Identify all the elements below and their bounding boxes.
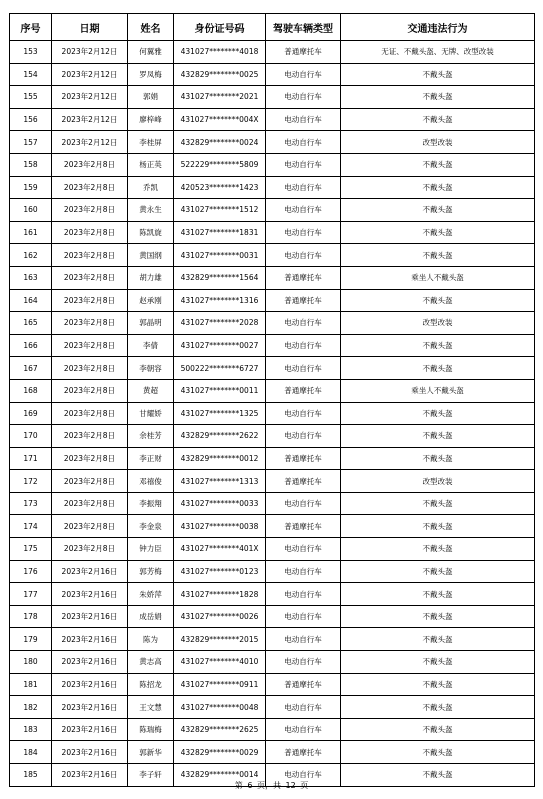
cell-date: 2023年2月8日 xyxy=(52,470,128,493)
cell-vehicle-type: 电动自行车 xyxy=(266,244,341,267)
table-row xyxy=(10,583,535,606)
table-row xyxy=(10,266,535,289)
cell-id-number: 431027********4018 xyxy=(174,41,266,64)
cell-name: 赵承刚 xyxy=(128,289,174,312)
cell-index: 178 xyxy=(10,605,52,628)
cell-name: 余桂芳 xyxy=(128,425,174,448)
cell-name: 钟力臣 xyxy=(128,538,174,561)
cell-id-number: 431027********0026 xyxy=(174,605,266,628)
cell-name: 成岳娟 xyxy=(128,605,174,628)
cell-date: 2023年2月8日 xyxy=(52,289,128,312)
cell-vehicle-type: 电动自行车 xyxy=(266,153,341,176)
cell-index: 181 xyxy=(10,673,52,696)
cell-date: 2023年2月8日 xyxy=(52,447,128,470)
cell-name: 郭娟 xyxy=(128,86,174,109)
cell-date: 2023年2月8日 xyxy=(52,492,128,515)
cell-violation: 不戴头盔 xyxy=(341,673,535,696)
cell-vehicle-type: 电动自行车 xyxy=(266,651,341,674)
violation-records-table xyxy=(9,13,535,787)
cell-id-number: 431027********0011 xyxy=(174,379,266,402)
cell-name: 黄永生 xyxy=(128,199,174,222)
cell-name: 胡力雄 xyxy=(128,266,174,289)
cell-name: 李倩 xyxy=(128,334,174,357)
cell-date: 2023年2月8日 xyxy=(52,357,128,380)
cell-violation: 不戴头盔 xyxy=(341,199,535,222)
cell-name: 郭新华 xyxy=(128,741,174,764)
cell-date: 2023年2月16日 xyxy=(52,764,128,787)
cell-name: 陈招龙 xyxy=(128,673,174,696)
table-row xyxy=(10,244,535,267)
cell-name: 郭晶明 xyxy=(128,312,174,335)
cell-date: 2023年2月8日 xyxy=(52,244,128,267)
cell-index: 158 xyxy=(10,153,52,176)
cell-index: 160 xyxy=(10,199,52,222)
cell-id-number: 432829********0025 xyxy=(174,63,266,86)
table-row xyxy=(10,379,535,402)
cell-index: 169 xyxy=(10,402,52,425)
cell-violation: 不戴头盔 xyxy=(341,244,535,267)
cell-violation: 不戴头盔 xyxy=(341,425,535,448)
cell-violation: 不戴头盔 xyxy=(341,560,535,583)
cell-name: 陈瑞梅 xyxy=(128,718,174,741)
cell-name: 黄超 xyxy=(128,379,174,402)
cell-vehicle-type: 普通摩托车 xyxy=(266,515,341,538)
cell-vehicle-type: 电动自行车 xyxy=(266,605,341,628)
table-row xyxy=(10,651,535,674)
cell-date: 2023年2月12日 xyxy=(52,86,128,109)
cell-violation: 不戴头盔 xyxy=(341,289,535,312)
cell-date: 2023年2月12日 xyxy=(52,131,128,154)
table-row xyxy=(10,538,535,561)
cell-id-number: 432829********0024 xyxy=(174,131,266,154)
cell-vehicle-type: 普通摩托车 xyxy=(266,673,341,696)
cell-vehicle-type: 电动自行车 xyxy=(266,199,341,222)
cell-id-number: 431027********0031 xyxy=(174,244,266,267)
cell-vehicle-type: 电动自行车 xyxy=(266,492,341,515)
cell-index: 184 xyxy=(10,741,52,764)
cell-name: 李桂屏 xyxy=(128,131,174,154)
cell-date: 2023年2月8日 xyxy=(52,221,128,244)
table-row xyxy=(10,131,535,154)
cell-index: 182 xyxy=(10,696,52,719)
cell-vehicle-type: 电动自行车 xyxy=(266,86,341,109)
cell-id-number: 432829********2015 xyxy=(174,628,266,651)
cell-index: 164 xyxy=(10,289,52,312)
cell-violation: 不戴头盔 xyxy=(341,741,535,764)
header-id-number: 身份证号码 xyxy=(174,14,266,41)
cell-index: 183 xyxy=(10,718,52,741)
cell-vehicle-type: 普通摩托车 xyxy=(266,41,341,64)
cell-violation: 改型改装 xyxy=(341,470,535,493)
cell-name: 廖梓峰 xyxy=(128,108,174,131)
cell-index: 153 xyxy=(10,41,52,64)
footer-page-number: 6 xyxy=(247,781,253,790)
table-row xyxy=(10,470,535,493)
cell-date: 2023年2月8日 xyxy=(52,402,128,425)
cell-id-number: 431027********0048 xyxy=(174,696,266,719)
cell-vehicle-type: 电动自行车 xyxy=(266,176,341,199)
cell-vehicle-type: 电动自行车 xyxy=(266,63,341,86)
cell-violation: 不戴头盔 xyxy=(341,63,535,86)
cell-name: 李朝容 xyxy=(128,357,174,380)
table-row xyxy=(10,560,535,583)
cell-id-number: 431027********0038 xyxy=(174,515,266,538)
cell-index: 167 xyxy=(10,357,52,380)
cell-name: 李振翔 xyxy=(128,492,174,515)
cell-index: 171 xyxy=(10,447,52,470)
header-name: 姓名 xyxy=(128,14,174,41)
table-row xyxy=(10,605,535,628)
cell-id-number: 431027********0033 xyxy=(174,492,266,515)
cell-date: 2023年2月8日 xyxy=(52,538,128,561)
footer-prefix: 第 xyxy=(234,781,243,790)
cell-violation: 不戴头盔 xyxy=(341,492,535,515)
cell-date: 2023年2月8日 xyxy=(52,425,128,448)
cell-id-number: 432829********2622 xyxy=(174,425,266,448)
cell-date: 2023年2月12日 xyxy=(52,63,128,86)
cell-id-number: 432829********0029 xyxy=(174,741,266,764)
cell-index: 165 xyxy=(10,312,52,335)
table-row xyxy=(10,492,535,515)
cell-date: 2023年2月16日 xyxy=(52,718,128,741)
cell-index: 163 xyxy=(10,266,52,289)
cell-violation: 无证、不戴头盔、无牌、改型改装 xyxy=(341,41,535,64)
cell-id-number: 431027********0027 xyxy=(174,334,266,357)
cell-date: 2023年2月8日 xyxy=(52,515,128,538)
cell-vehicle-type: 电动自行车 xyxy=(266,402,341,425)
cell-violation: 不戴头盔 xyxy=(341,221,535,244)
cell-index: 162 xyxy=(10,244,52,267)
cell-id-number: 500222********6727 xyxy=(174,357,266,380)
cell-vehicle-type: 电动自行车 xyxy=(266,764,341,787)
table-row xyxy=(10,673,535,696)
cell-id-number: 432829********0012 xyxy=(174,447,266,470)
table-row xyxy=(10,199,535,222)
cell-index: 154 xyxy=(10,63,52,86)
table-row xyxy=(10,628,535,651)
table-row xyxy=(10,221,535,244)
cell-vehicle-type: 普通摩托车 xyxy=(266,470,341,493)
cell-date: 2023年2月8日 xyxy=(52,153,128,176)
cell-id-number: 431027********4010 xyxy=(174,651,266,674)
cell-index: 168 xyxy=(10,379,52,402)
table-row xyxy=(10,425,535,448)
footer-total-pages: 12 xyxy=(285,781,296,790)
cell-name: 乔凯 xyxy=(128,176,174,199)
cell-date: 2023年2月16日 xyxy=(52,651,128,674)
cell-name: 何翼雅 xyxy=(128,41,174,64)
cell-date: 2023年2月12日 xyxy=(52,108,128,131)
cell-index: 172 xyxy=(10,470,52,493)
cell-violation: 改型改装 xyxy=(341,312,535,335)
cell-violation: 不戴头盔 xyxy=(341,176,535,199)
table-row xyxy=(10,108,535,131)
table-row xyxy=(10,312,535,335)
cell-id-number: 420523********1423 xyxy=(174,176,266,199)
cell-date: 2023年2月16日 xyxy=(52,673,128,696)
cell-date: 2023年2月16日 xyxy=(52,560,128,583)
cell-date: 2023年2月8日 xyxy=(52,176,128,199)
cell-vehicle-type: 普通摩托车 xyxy=(266,447,341,470)
cell-violation: 不戴头盔 xyxy=(341,357,535,380)
table-row xyxy=(10,402,535,425)
cell-vehicle-type: 电动自行车 xyxy=(266,560,341,583)
cell-violation: 不戴头盔 xyxy=(341,108,535,131)
cell-id-number: 431027********1316 xyxy=(174,289,266,312)
cell-id-number: 431027********004X xyxy=(174,108,266,131)
cell-index: 161 xyxy=(10,221,52,244)
cell-violation: 不戴头盔 xyxy=(341,764,535,787)
cell-id-number: 431027********2021 xyxy=(174,86,266,109)
table-row xyxy=(10,718,535,741)
cell-vehicle-type: 电动自行车 xyxy=(266,357,341,380)
cell-index: 173 xyxy=(10,492,52,515)
cell-vehicle-type: 普通摩托车 xyxy=(266,741,341,764)
cell-vehicle-type: 电动自行车 xyxy=(266,583,341,606)
cell-vehicle-type: 电动自行车 xyxy=(266,718,341,741)
cell-vehicle-type: 电动自行车 xyxy=(266,425,341,448)
cell-violation: 不戴头盔 xyxy=(341,86,535,109)
cell-violation: 改型改装 xyxy=(341,131,535,154)
cell-violation: 不戴头盔 xyxy=(341,583,535,606)
cell-name: 陈为 xyxy=(128,628,174,651)
cell-vehicle-type: 电动自行车 xyxy=(266,628,341,651)
cell-name: 杨正英 xyxy=(128,153,174,176)
cell-violation: 不戴头盔 xyxy=(341,447,535,470)
cell-violation: 乘坐人不戴头盔 xyxy=(341,266,535,289)
cell-violation: 不戴头盔 xyxy=(341,696,535,719)
header-vehicle-type: 驾驶车辆类型 xyxy=(266,14,341,41)
header-index: 序号 xyxy=(10,14,52,41)
cell-name: 黄国纲 xyxy=(128,244,174,267)
cell-index: 157 xyxy=(10,131,52,154)
cell-date: 2023年2月8日 xyxy=(52,312,128,335)
cell-name: 李子轩 xyxy=(128,764,174,787)
page-footer xyxy=(0,780,543,791)
cell-violation: 不戴头盔 xyxy=(341,718,535,741)
cell-id-number: 432829********1564 xyxy=(174,266,266,289)
cell-name: 朱娇萍 xyxy=(128,583,174,606)
cell-index: 166 xyxy=(10,334,52,357)
cell-violation: 不戴头盔 xyxy=(341,651,535,674)
cell-name: 李金泉 xyxy=(128,515,174,538)
table-row xyxy=(10,334,535,357)
table-row xyxy=(10,696,535,719)
table-row xyxy=(10,153,535,176)
cell-vehicle-type: 普通摩托车 xyxy=(266,266,341,289)
cell-id-number: 431027********1512 xyxy=(174,199,266,222)
cell-name: 邓禧俊 xyxy=(128,470,174,493)
table-row xyxy=(10,63,535,86)
cell-id-number: 431027********0123 xyxy=(174,560,266,583)
cell-date: 2023年2月16日 xyxy=(52,605,128,628)
cell-date: 2023年2月8日 xyxy=(52,266,128,289)
header-date: 日期 xyxy=(52,14,128,41)
cell-violation: 不戴头盔 xyxy=(341,515,535,538)
cell-id-number: 522229********5809 xyxy=(174,153,266,176)
cell-id-number: 431027********1828 xyxy=(174,583,266,606)
cell-index: 185 xyxy=(10,764,52,787)
cell-id-number: 432829********2625 xyxy=(174,718,266,741)
cell-vehicle-type: 普通摩托车 xyxy=(266,379,341,402)
cell-index: 180 xyxy=(10,651,52,674)
table-row xyxy=(10,86,535,109)
cell-date: 2023年2月8日 xyxy=(52,334,128,357)
cell-vehicle-type: 电动自行车 xyxy=(266,131,341,154)
cell-index: 176 xyxy=(10,560,52,583)
cell-id-number: 431027********1313 xyxy=(174,470,266,493)
cell-index: 177 xyxy=(10,583,52,606)
cell-name: 陈凯旋 xyxy=(128,221,174,244)
table-row xyxy=(10,357,535,380)
cell-vehicle-type: 电动自行车 xyxy=(266,108,341,131)
cell-date: 2023年2月16日 xyxy=(52,583,128,606)
header-violation: 交通违法行为 xyxy=(341,14,535,41)
cell-vehicle-type: 电动自行车 xyxy=(266,696,341,719)
cell-id-number: 431027********401X xyxy=(174,538,266,561)
cell-name: 郭芳梅 xyxy=(128,560,174,583)
cell-id-number: 431027********1831 xyxy=(174,221,266,244)
cell-index: 179 xyxy=(10,628,52,651)
cell-id-number: 431027********1325 xyxy=(174,402,266,425)
cell-vehicle-type: 电动自行车 xyxy=(266,538,341,561)
cell-index: 159 xyxy=(10,176,52,199)
cell-vehicle-type: 电动自行车 xyxy=(266,312,341,335)
cell-name: 李正财 xyxy=(128,447,174,470)
table-row xyxy=(10,741,535,764)
cell-vehicle-type: 电动自行车 xyxy=(266,334,341,357)
table-row xyxy=(10,515,535,538)
cell-vehicle-type: 电动自行车 xyxy=(266,221,341,244)
cell-violation: 不戴头盔 xyxy=(341,334,535,357)
cell-violation: 乘坐人不戴头盔 xyxy=(341,379,535,402)
table-row xyxy=(10,41,535,64)
cell-name: 王文慧 xyxy=(128,696,174,719)
cell-violation: 不戴头盔 xyxy=(341,628,535,651)
cell-index: 170 xyxy=(10,425,52,448)
table-row xyxy=(10,176,535,199)
footer-page-unit: 页，共 xyxy=(256,781,281,790)
cell-date: 2023年2月8日 xyxy=(52,379,128,402)
table-body xyxy=(10,41,535,787)
cell-violation: 不戴头盔 xyxy=(341,402,535,425)
cell-name: 甘耀娇 xyxy=(128,402,174,425)
cell-id-number: 432829********0014 xyxy=(174,764,266,787)
cell-violation: 不戴头盔 xyxy=(341,538,535,561)
cell-date: 2023年2月16日 xyxy=(52,741,128,764)
cell-date: 2023年2月16日 xyxy=(52,628,128,651)
table-header-row xyxy=(10,14,535,41)
cell-index: 155 xyxy=(10,86,52,109)
cell-violation: 不戴头盔 xyxy=(341,605,535,628)
cell-date: 2023年2月8日 xyxy=(52,199,128,222)
cell-index: 175 xyxy=(10,538,52,561)
cell-violation: 不戴头盔 xyxy=(341,153,535,176)
cell-date: 2023年2月12日 xyxy=(52,41,128,64)
cell-date: 2023年2月16日 xyxy=(52,696,128,719)
cell-id-number: 431027********0911 xyxy=(174,673,266,696)
cell-id-number: 431027********2028 xyxy=(174,312,266,335)
table-row xyxy=(10,447,535,470)
cell-index: 174 xyxy=(10,515,52,538)
footer-total-unit: 页 xyxy=(300,781,309,790)
cell-vehicle-type: 普通摩托车 xyxy=(266,289,341,312)
table-row xyxy=(10,289,535,312)
cell-name: 罗凤梅 xyxy=(128,63,174,86)
cell-index: 156 xyxy=(10,108,52,131)
cell-name: 黄志高 xyxy=(128,651,174,674)
